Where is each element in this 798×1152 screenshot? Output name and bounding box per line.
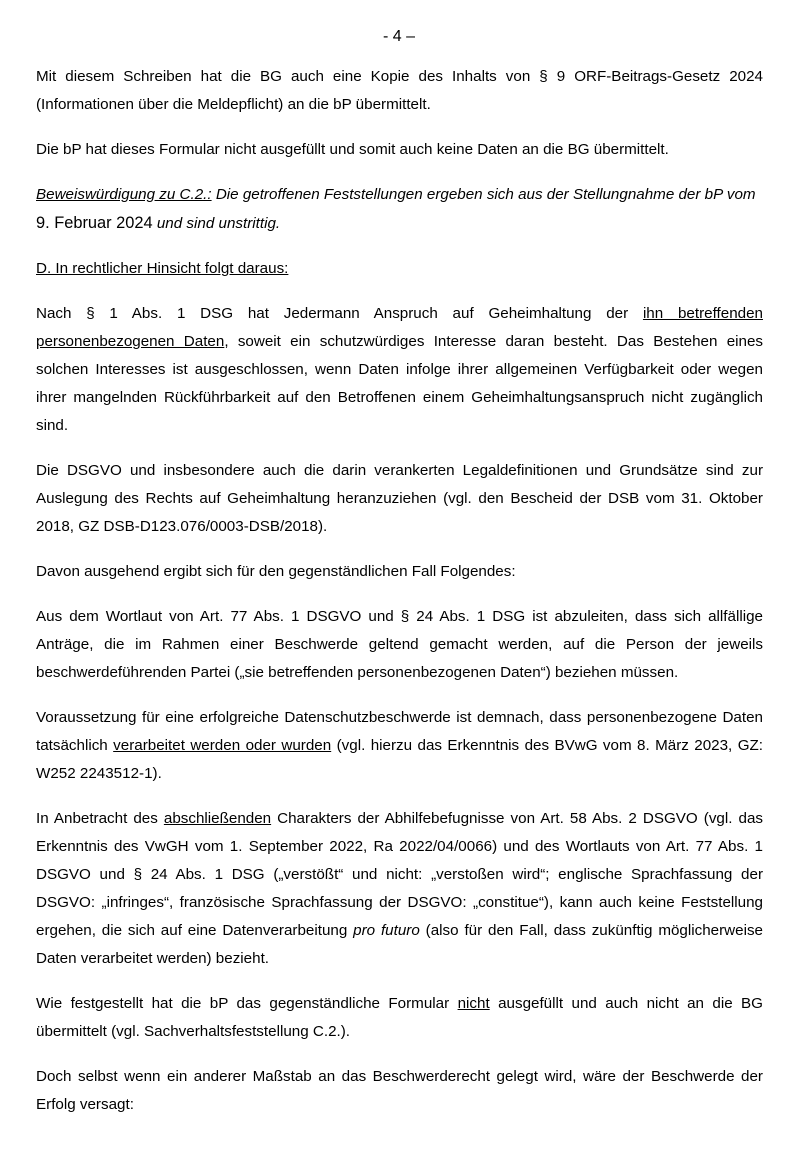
paragraph-9-underlined: abschließenden xyxy=(163,810,272,827)
evidence-assessment-date: 9. Februar 2024 xyxy=(36,214,153,232)
paragraph-6: Davon ausgehend ergibt sich für den gegenständlichen Fall Folgendes: xyxy=(36,563,516,580)
section-heading-d-text: D. In rechtlicher Hinsicht folgt daraus: xyxy=(36,260,289,277)
paragraph-10 xyxy=(36,990,763,1046)
paragraph-5: Die DSGVO und insbesondere auch die darin verankerten Legaldefinitionen und Grundsätze sind zur Auslegung des Rechts auf Geheimhaltung heranzuziehen (vgl. den Bescheid der DSB vom 31. Oktober 2018, GZ DSB-D123.076/0003-DSB/2018). xyxy=(36,462,763,535)
paragraph-9-text-c: (also für den Fall, dass zukünftig möglicherweise Daten verarbeitet werden) bezieht. xyxy=(36,922,764,967)
paragraph-4-underlined: ihn betreffenden personenbezogenen Daten xyxy=(36,305,763,350)
evidence-assessment-text-a: Die getroffenen Feststellungen ergeben sich aus der Stellungnahme der bP vom xyxy=(211,186,756,203)
section-heading-d xyxy=(36,255,763,283)
paragraph-8-text-b: (vgl. hierzu das Erkenntnis des BVwG vom 8. März 2023, GZ: W252 2243512-1). xyxy=(36,737,763,782)
paragraph-8-text-a: Voraussetzung für eine erfolgreiche Datenschutzbeschwerde ist demnach, dass personenbezogene Daten tatsächlich xyxy=(36,709,763,754)
evidence-assessment-label: Beweiswürdigung zu C.2.: xyxy=(36,186,212,203)
paragraph-1: Mit diesem Schreiben hat die BG auch eine Kopie des Inhalts von § 9 ORF-Beitrags-Gesetz 2024 (Informationen über die Meldepflicht) an die bP übermittelt. xyxy=(36,68,763,113)
paragraph-9-text-a: In Anbetracht des xyxy=(36,810,164,827)
paragraph-10-underlined: nicht xyxy=(457,995,490,1012)
paragraph-10-text-b: ausgefüllt und auch nicht an die BG übermittelt (vgl. Sachverhaltsfeststellung C.2.). xyxy=(36,995,764,1040)
paragraph-10-text-a: Wie festgestellt hat die bP das gegenständliche Formular xyxy=(36,995,458,1012)
paragraph-4-text-a: Nach § 1 Abs. 1 DSG hat Jedermann Anspruch auf Geheimhaltung der xyxy=(36,305,643,322)
paragraph-evidence-assessment xyxy=(36,181,763,238)
paragraph-8 xyxy=(36,704,763,788)
paragraph-4-text-b: , soweit ein schutzwürdiges Interesse daran besteht. Das Bestehen eines solchen Interesses ist ausgeschlossen, wenn Daten infolge ihrer allgemeinen Verfügbarkeit oder wegen ihrer mangelnden Rückführbarkeit auf den Betroffenen einem Geheimhaltungsanspruch nicht zugänglich sind. xyxy=(36,333,764,434)
paragraph-11: Doch selbst wenn ein anderer Maßstab an das Beschwerderecht gelegt wird, wäre der Beschwerde der Erfolg versagt: xyxy=(36,1068,763,1113)
evidence-assessment-text-b: und sind unstrittig. xyxy=(152,215,281,232)
paragraph-9-italic: pro futuro xyxy=(353,922,420,939)
document-body xyxy=(36,63,763,1136)
paragraph-4 xyxy=(36,300,763,440)
paragraph-8-underlined: verarbeitet werden oder wurden xyxy=(113,737,332,754)
paragraph-9-text-b: Charakters der Abhilfebefugnisse von Art. 58 Abs. 2 DSGVO (vgl. das Erkenntnis des VwGH vom 1. September 2022, Ra 2022/04/0066) und des Wortlauts von Art. 77 Abs. 1 DSGVO und § 24 Abs. 1 DSG („verstößt“ und nicht: „verstoßen wird“; englische Sprachfassung der DSGVO: „infringes“, französische Sprachfassung der DSGVO: „constitue“), kann auch keine Feststellung ergehen, die sich auf eine Datenverarbeitung xyxy=(36,810,763,939)
paragraph-9 xyxy=(36,805,763,973)
page-number: - 4 – xyxy=(382,28,415,45)
paragraph-7: Aus dem Wortlaut von Art. 77 Abs. 1 DSGVO und § 24 Abs. 1 DSG ist abzuleiten, dass sich allfällige Anträge, die im Rahmen einer Beschwerde geltend gemacht werden, auf die Person der jeweils beschwerdeführenden Partei („sie betreffenden personenbezogenen Daten“) beziehen müssen. xyxy=(36,608,763,681)
paragraph-2: Die bP hat dieses Formular nicht ausgefüllt und somit auch keine Daten an die BG übermittelt. xyxy=(36,141,669,158)
